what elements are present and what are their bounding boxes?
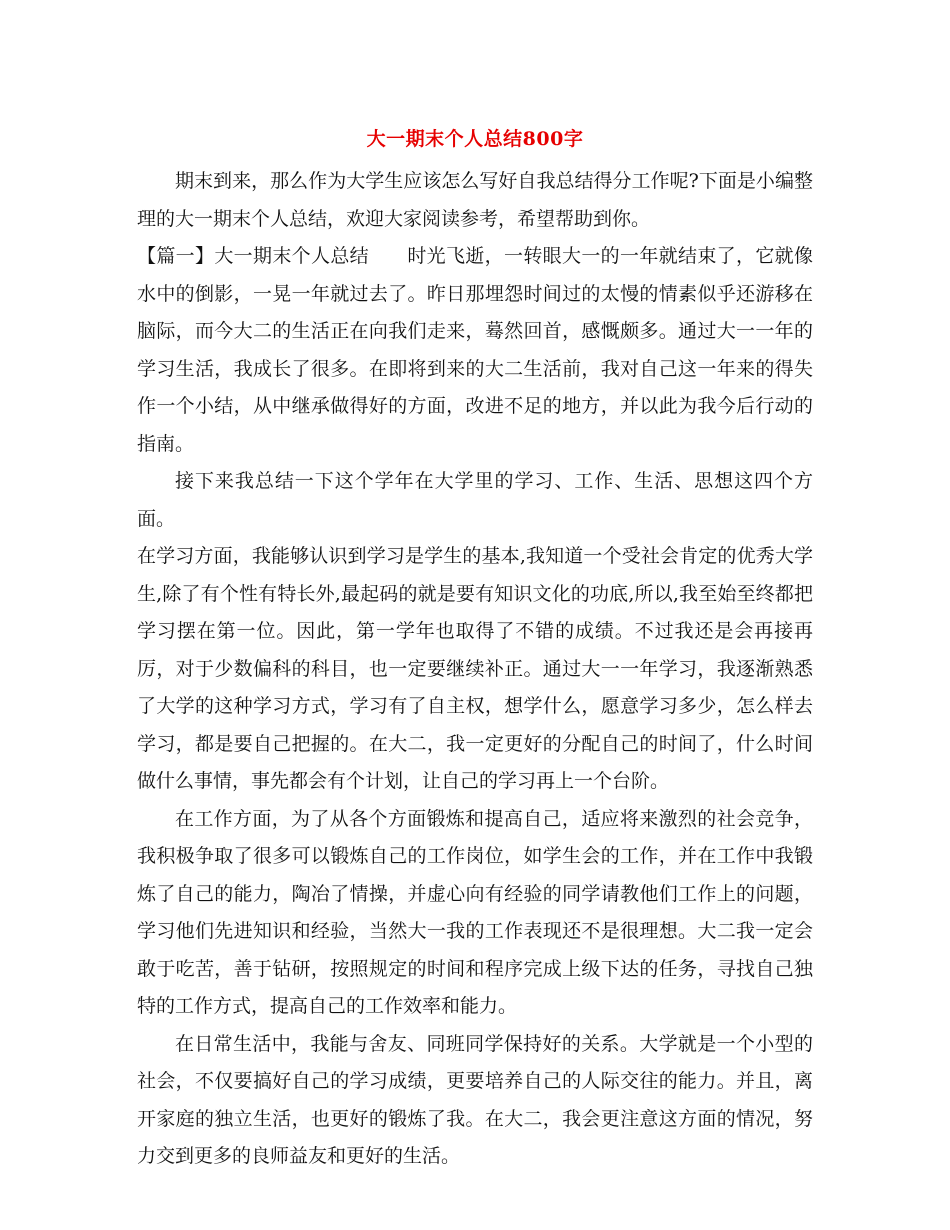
paragraph-overview: 接下来我总结一下这个学年在大学里的学习、工作、生活、思想这四个方面。 bbox=[137, 470, 813, 530]
document-title: 大一期末个人总结800字 bbox=[366, 128, 584, 150]
paragraph-study: 在学习方面，我能够认识到学习是学生的基本,我知道一个受社会肯定的优秀大学生,除了有个性有特长外,最起码的就是要有知识文化的功底,所以,我至始至终都把学习摆在第一位。因此，第一学年也取得了不错的成绩。不过我还是会再接再厉，对于少数偏科的科目，也一定要继续补正。通过大一一年学习，我逐渐熟悉了大学的这种学习方式，学习有了自主权，想学什么，愿意学习多少，怎么样去学习，都是要自己把握的。在大二，我一定更好的分配自己的时间了，什么时间做什么事情，事先都会有个计划，让自己的学习再上一个台阶。 bbox=[137, 545, 813, 792]
paragraph-life: 在日常生活中，我能与舍友、同班同学保持好的关系。大学就是一个小型的社会，不仅要搞好自己的学习成绩，更要培养自己的人际交往的能力。并且，离开家庭的独立生活，也更好的锻炼了我。在大二，我会更注意这方面的情况，努力交到更多的良师益友和更好的生活。 bbox=[137, 1032, 813, 1167]
section-one-text: 时光飞逝，一转眼大一的一年就结束了，它就像水中的倒影，一晃一年就过去了。昨日那埋怨时间过的太慢的情素似乎还游移在脑际，而今大二的生活正在向我们走来，蓦然回首，感慨颇多。通过大一一年的学习生活，我成长了很多。在即将到来的大二生活前，我对自己这一年来的得失作一个小结，从中继承做得好的方面，改进不足的地方，并以此为我今后行动的指南。 bbox=[137, 245, 813, 455]
document-body bbox=[137, 163, 813, 1176]
section-label: 【篇一】大一期末个人总结 bbox=[137, 245, 369, 267]
paragraph-section-one bbox=[137, 238, 813, 463]
paragraph-intro: 期末到来，那么作为大学生应该怎么写好自我总结得分工作呢?下面是小编整理的大一期末个人总结，欢迎大家阅读参考，希望帮助到你。 bbox=[137, 170, 813, 230]
paragraph-work: 在工作方面，为了从各个方面锻炼和提高自己，适应将来激烈的社会竞争，我积极争取了很多可以锻炼自己的工作岗位，如学生会的工作，并在工作中我锻炼了自己的能力，陶冶了情操，并虚心向有经验的同学请教他们工作上的问题，学习他们先进知识和经验，当然大一我的工作表现还不是很理想。大二我一定会敢于吃苦，善于钻研，按照规定的时间和程序完成上级下达的任务，寻找自己独特的工作方式，提高自己的工作效率和能力。 bbox=[137, 807, 813, 1017]
